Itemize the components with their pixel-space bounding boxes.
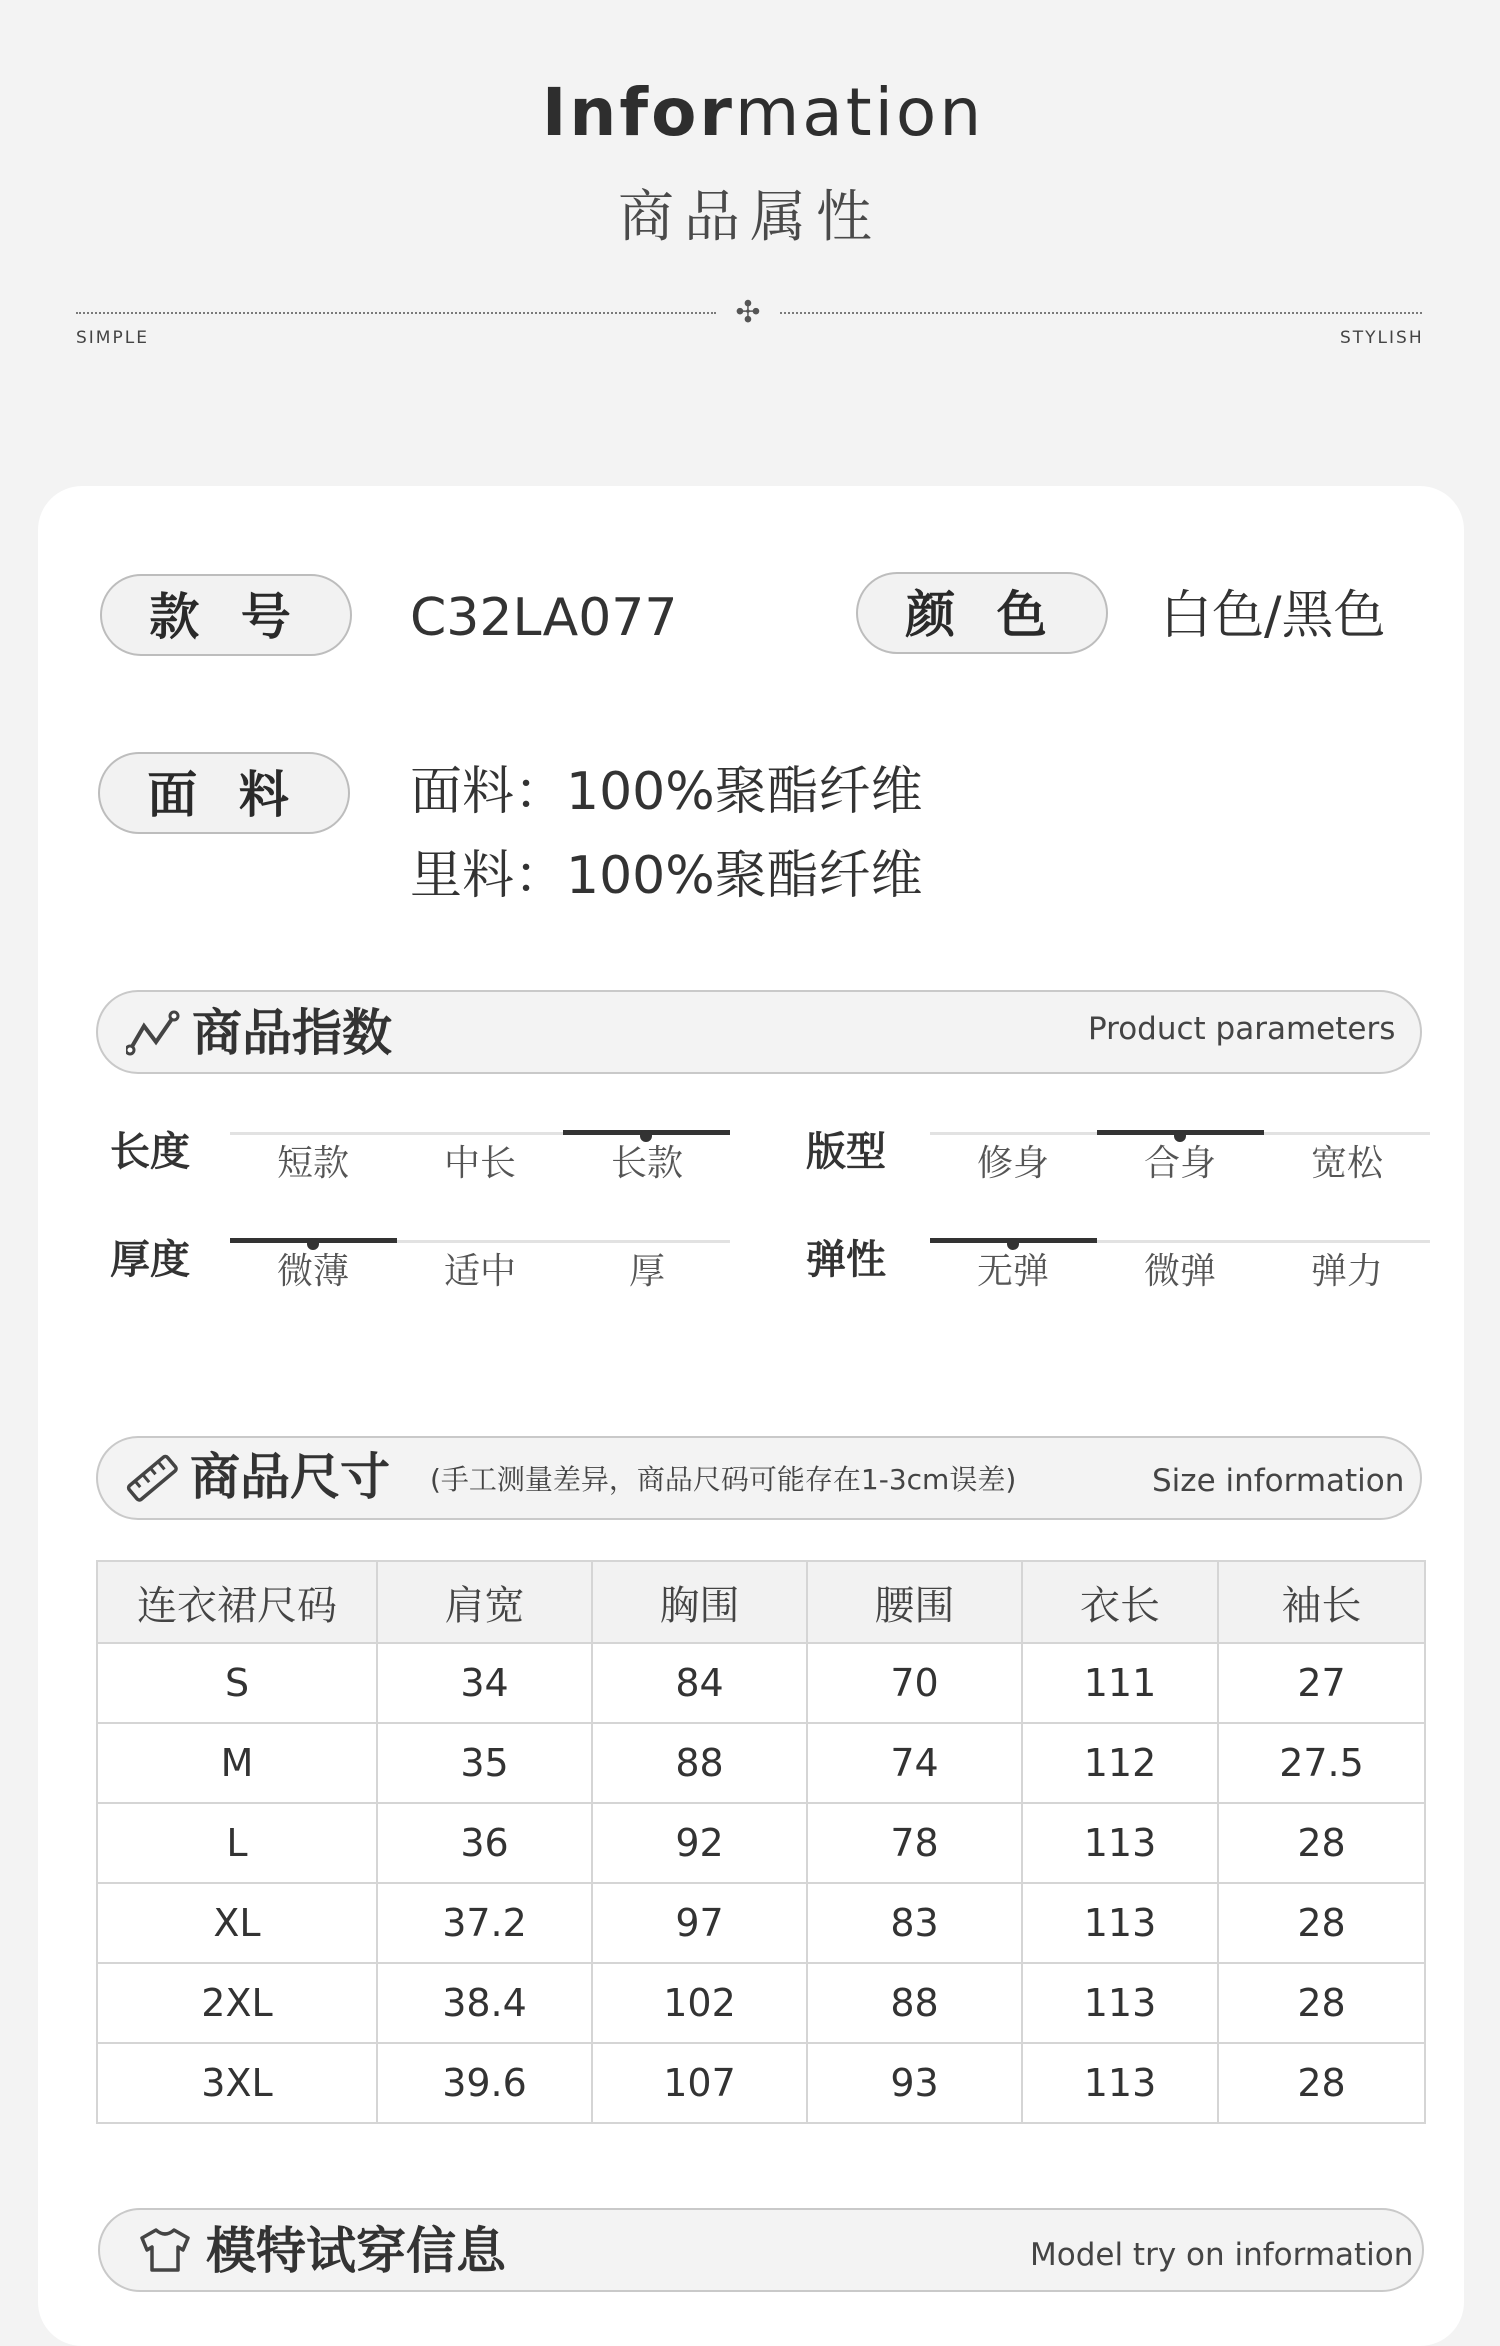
option: 无弹 [976,1251,1049,1292]
ruler-icon [126,1454,180,1504]
table-cell: 28 [1218,1883,1425,1963]
option: 短款 [276,1143,349,1184]
scale-marker [1007,1238,1019,1250]
param-scale-elasticity [930,1240,1430,1310]
compass-cross-icon: ✣ [735,295,761,330]
model-subtitle: Model try on information [1030,2237,1414,2273]
option: 弹力 [1310,1251,1383,1292]
table-cell: 107 [592,2043,807,2123]
option: 微薄 [276,1251,349,1292]
table-cell: 83 [807,1883,1022,1963]
table-cell: M [97,1723,377,1803]
table-row [97,1723,1425,1803]
table-cell: 113 [1022,2043,1218,2123]
col-header-length: 衣长 [1022,1561,1218,1643]
table-cell: 111 [1022,1643,1218,1723]
col-header-size: 连衣裙尺码 [97,1561,377,1643]
table-cell: 28 [1218,1963,1425,2043]
table-cell: 39.6 [377,2043,592,2123]
table-cell: 27.5 [1218,1723,1425,1803]
size-note: (手工测量差异，商品尺码可能存在1-3cm误差) [430,1463,1017,1496]
option: 合身 [1143,1143,1216,1184]
param-label-length: 长度 [110,1129,190,1175]
size-table [96,1560,1426,2124]
size-title: 商品尺寸 [190,1448,390,1506]
table-row [97,2043,1425,2123]
scale-marker [640,1130,652,1142]
table-cell: 113 [1022,1803,1218,1883]
col-header-shoulder: 肩宽 [377,1561,592,1643]
param-scale-length [230,1132,730,1202]
table-cell: 74 [807,1723,1022,1803]
param-scale-fit [930,1132,1430,1202]
table-cell: 38.4 [377,1963,592,2043]
color-value: 白色/黑色 [1160,586,1386,646]
table-cell: 2XL [97,1963,377,2043]
table-cell: 88 [592,1723,807,1803]
col-header-sleeve: 袖长 [1218,1561,1425,1643]
style-no-label: 款 号 [100,574,352,656]
table-row [97,1883,1425,1963]
table-cell: 34 [377,1643,592,1723]
simple-tag: SIMPLE [76,328,149,348]
scale-marker [1174,1130,1186,1142]
size-subtitle: Size information [1152,1463,1405,1499]
option: 微弹 [1143,1251,1216,1292]
param-label-fit: 版型 [806,1129,886,1175]
table-cell: 84 [592,1643,807,1723]
table-cell: 102 [592,1963,807,2043]
table-cell: 112 [1022,1723,1218,1803]
divider-right [780,312,1422,314]
table-cell: L [97,1803,377,1883]
col-header-waist: 腰围 [807,1561,1022,1643]
table-cell: 92 [592,1803,807,1883]
table-cell: 113 [1022,1883,1218,1963]
param-label-thickness: 厚度 [110,1237,190,1283]
option: 长款 [610,1143,683,1184]
option: 厚 [628,1251,665,1292]
table-cell: 113 [1022,1963,1218,2043]
table-cell: 27 [1218,1643,1425,1723]
option: 修身 [976,1143,1049,1184]
trend-line-icon [126,1010,180,1056]
table-cell: 88 [807,1963,1022,2043]
fabric-line-lining: 里料：100%聚酯纤维 [410,846,923,906]
table-cell: 3XL [97,2043,377,2123]
table-cell: S [97,1643,377,1723]
divider-left [76,312,716,314]
table-header-row [97,1561,1425,1643]
table-cell: 28 [1218,1803,1425,1883]
fabric-label: 面 料 [98,752,350,834]
table-row [97,1803,1425,1883]
tshirt-icon [138,2226,192,2274]
table-cell: 35 [377,1723,592,1803]
param-scale-thickness [230,1240,730,1310]
table-row [97,1643,1425,1723]
table-row [97,1963,1425,2043]
table-cell: 37.2 [377,1883,592,1963]
table-cell: 78 [807,1803,1022,1883]
option: 中长 [443,1143,516,1184]
info-title-en: Information [541,74,985,151]
params-title: 商品指数 [192,1004,392,1062]
option: 宽松 [1310,1143,1383,1184]
param-label-elasticity: 弹性 [806,1237,886,1283]
model-title: 模特试穿信息 [206,2222,506,2280]
option: 适中 [443,1251,516,1292]
table-cell: 36 [377,1803,592,1883]
info-title-cn: 商品属性 [618,185,882,250]
table-cell: XL [97,1883,377,1963]
stylish-tag: STYLISH [1340,328,1424,348]
color-label: 颜 色 [856,572,1108,654]
table-cell: 97 [592,1883,807,1963]
scale-marker [307,1238,319,1250]
style-no-value: C32LA077 [410,588,678,648]
table-cell: 70 [807,1643,1022,1723]
fabric-line-outer: 面料：100%聚酯纤维 [410,762,923,822]
col-header-bust: 胸围 [592,1561,807,1643]
table-cell: 93 [807,2043,1022,2123]
table-cell: 28 [1218,2043,1425,2123]
params-subtitle: Product parameters [1088,1011,1396,1047]
